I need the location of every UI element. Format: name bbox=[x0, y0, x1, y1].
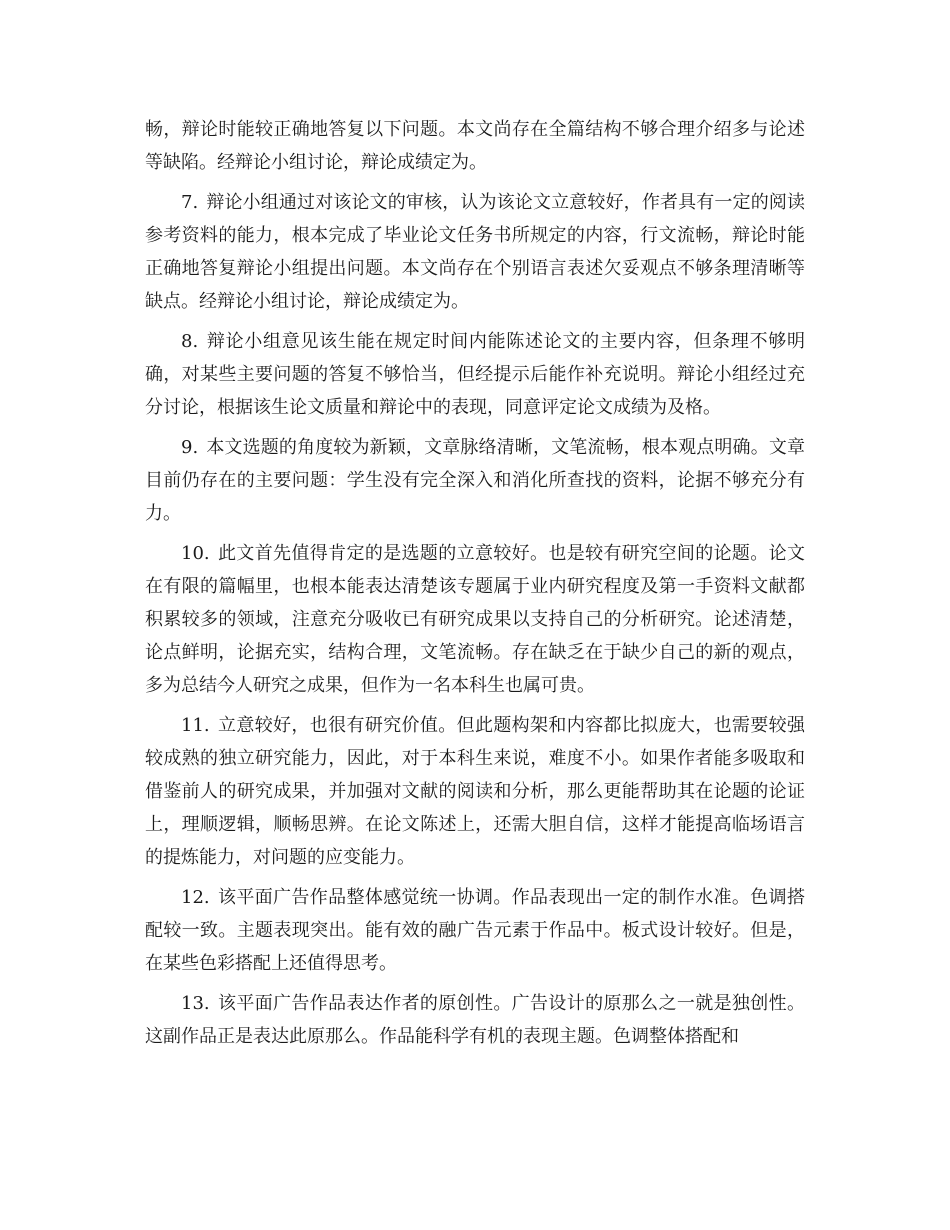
paragraph-text: 该平面广告作品表达作者的原创性。广告设计的原那么之一就是独创性。这副作品正是表达此原那么。作品能科学有机的表现主题。色调整体搭配和 bbox=[145, 993, 805, 1047]
paragraph-8 bbox=[145, 325, 805, 424]
paragraph-text: 畅，辩论时能较正确地答复以下问题。本文尚存在全篇结构不够合理介绍多与论述等缺陷。经辩论小组讨论，辩论成绩定为。 bbox=[145, 119, 805, 173]
paragraph-12 bbox=[145, 881, 805, 980]
paragraph-text: 本文选题的角度较为新颖，文章脉络清晰，文笔流畅，根本观点明确。文章目前仍存在的主要问题：学生没有完全深入和消化所查找的资料，论据不够充分有力。 bbox=[145, 437, 805, 524]
paragraph-text: 立意较好，也很有研究价值。但此题构架和内容都比拟庞大，也需要较强较成熟的独立研究能力，因此，对于本科生来说，难度不小。如果作者能多吸取和借鉴前人的研究成果，并加强对文献的阅读和分析，那么更能帮助其在论题的论证上，理顺逻辑，顺畅思辨。在论文陈述上，还需大胆自信，这样才能提高临场语言的提炼能力，对问题的应变能力。 bbox=[145, 715, 805, 868]
paragraph-number: 7. bbox=[181, 192, 199, 213]
paragraph-continued bbox=[145, 113, 805, 179]
paragraph-text: 辩论小组通过对该论文的审核，认为该论文立意较好，作者具有一定的阅读参考资料的能力，根本完成了毕业论文任务书所规定的内容，行文流畅，辩论时能正确地答复辩论小组提出问题。本文尚存在个别语言表述欠妥观点不够条理清晰等缺点。经辩论小组讨论，辩论成绩定为。 bbox=[145, 192, 805, 312]
paragraph-10 bbox=[145, 537, 805, 702]
paragraph-7 bbox=[145, 186, 805, 318]
paragraph-13 bbox=[145, 987, 805, 1053]
paragraph-text: 此文首先值得肯定的是选题的立意较好。也是较有研究空间的论题。论文在有限的篇幅里，也根本能表达清楚该专题属于业内研究程度及第一手资料文献都积累较多的领域，注意充分吸收已有研究成果以支持自己的分析研究。论述清楚，论点鲜明，论据充实，结构合理，文笔流畅。存在缺乏在于缺少自己的新的观点，多为总结今人研究之成果，但作为一名本科生也属可贵。 bbox=[145, 543, 805, 696]
paragraph-text: 该平面广告作品整体感觉统一协调。作品表现出一定的制作水准。色调搭配较一致。主题表现突出。能有效的融广告元素于作品中。板式设计较好。但是，在某些色彩搭配上还值得思考。 bbox=[145, 887, 805, 974]
paragraph-number: 8. bbox=[181, 331, 199, 352]
paragraph-11 bbox=[145, 709, 805, 874]
paragraph-number: 12. bbox=[181, 887, 210, 908]
paragraph-9 bbox=[145, 431, 805, 530]
document-body bbox=[145, 113, 805, 1060]
paragraph-number: 11. bbox=[181, 715, 210, 736]
paragraph-number: 10. bbox=[181, 543, 210, 564]
paragraph-text: 辩论小组意见该生能在规定时间内能陈述论文的主要内容，但条理不够明确，对某些主要问题的答复不够恰当，但经提示后能作补充说明。辩论小组经过充分讨论，根据该生论文质量和辩论中的表现，同意评定论文成绩为及格。 bbox=[145, 331, 805, 418]
paragraph-number: 9. bbox=[181, 437, 199, 458]
paragraph-number: 13. bbox=[181, 993, 210, 1014]
